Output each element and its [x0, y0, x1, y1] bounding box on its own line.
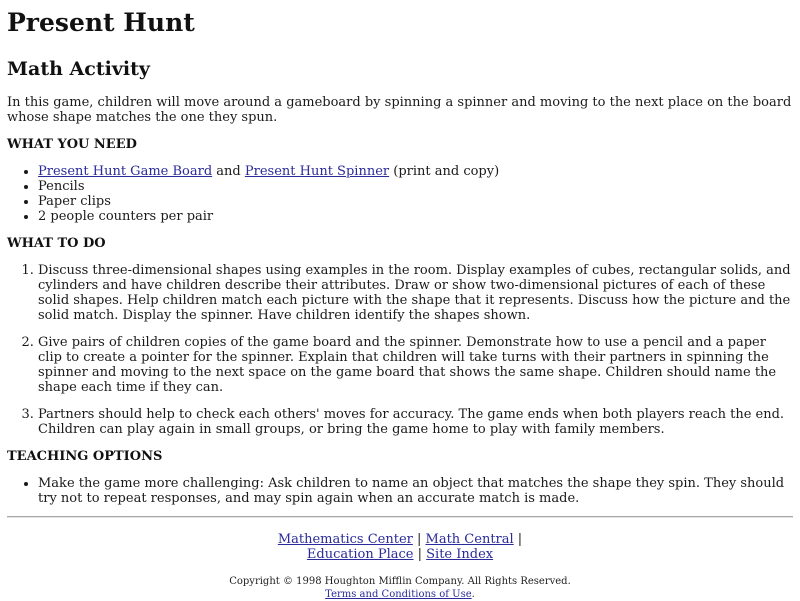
separator: | [413, 547, 427, 562]
connector-text: and [212, 164, 245, 179]
teaching-options-heading: TEACHING OPTIONS [7, 449, 163, 464]
step-item: 3. Partners should help to check each others' moves for accuracy. The game ends when both players reach the end. Children can play again in small groups, or bring the game home to play with family members. [38, 407, 793, 437]
divider [7, 516, 793, 518]
game-board-link[interactable]: Present Hunt Game Board [38, 164, 213, 179]
what-to-do-list [7, 263, 793, 437]
intro-paragraph: In this game, children will move around a gameboard by spinning a spinner and moving to the next place on the board whose shape matches the one they spun. [7, 95, 792, 125]
site-index-link[interactable]: Site Index [426, 547, 494, 562]
footer-nav [7, 532, 793, 562]
separator: | [513, 532, 523, 547]
spinner-link[interactable]: Present Hunt Spinner [244, 164, 390, 179]
mathematics-center-link[interactable]: Mathematics Center [277, 532, 413, 547]
terms-suffix: . [471, 589, 475, 600]
list-item: • Make the game more challenging: Ask children to name an object that matches the shape they spin. They should try not to repeat responses, and may spin again when an accurate match is made. [38, 476, 793, 506]
list-item: • Pencils [38, 179, 793, 194]
copyright-text: Copyright © 1998 Houghton Mifflin Company. All Rights Reserved. [229, 576, 571, 587]
education-place-link[interactable]: Education Place [306, 547, 414, 562]
what-you-need-heading: WHAT YOU NEED [7, 137, 137, 152]
step-item: 1. Discuss three-dimensional shapes using examples in the room. Display examples of cubes, rectangular solids, and cylinders and have children describe their attributes. Draw or show two-dimensional pictures of each of these solid shapes. Help children match each picture with the shape that it represents. Discuss how the picture and the solid match. Display the spinner. Have children identify the shapes shown. [38, 263, 793, 323]
separator: | [412, 532, 426, 547]
page-title: Present Hunt [7, 8, 195, 37]
copyright-block [7, 575, 793, 601]
page-subtitle: Math Activity [7, 58, 150, 80]
what-to-do-heading: WHAT TO DO [7, 236, 106, 251]
list-item [38, 164, 793, 179]
terms-link[interactable]: Terms and Conditions of Use [325, 589, 472, 600]
list-item: • Paper clips [38, 194, 793, 209]
step-item: 2. Give pairs of children copies of the game board and the spinner. Demonstrate how to use a pencil and a paper clip to create a pointer for the spinner. Explain that children will take turns with their partners in spinning the spinner and moving to the next space on the game board that shows the same shape. Children should name the shape each time if they can. [38, 335, 793, 395]
teaching-options-list [7, 476, 793, 506]
what-you-need-list [7, 164, 793, 224]
print-copy-text: (print and copy) [389, 164, 500, 179]
math-central-link[interactable]: Math Central [425, 532, 514, 547]
list-item: • 2 people counters per pair [38, 209, 793, 224]
